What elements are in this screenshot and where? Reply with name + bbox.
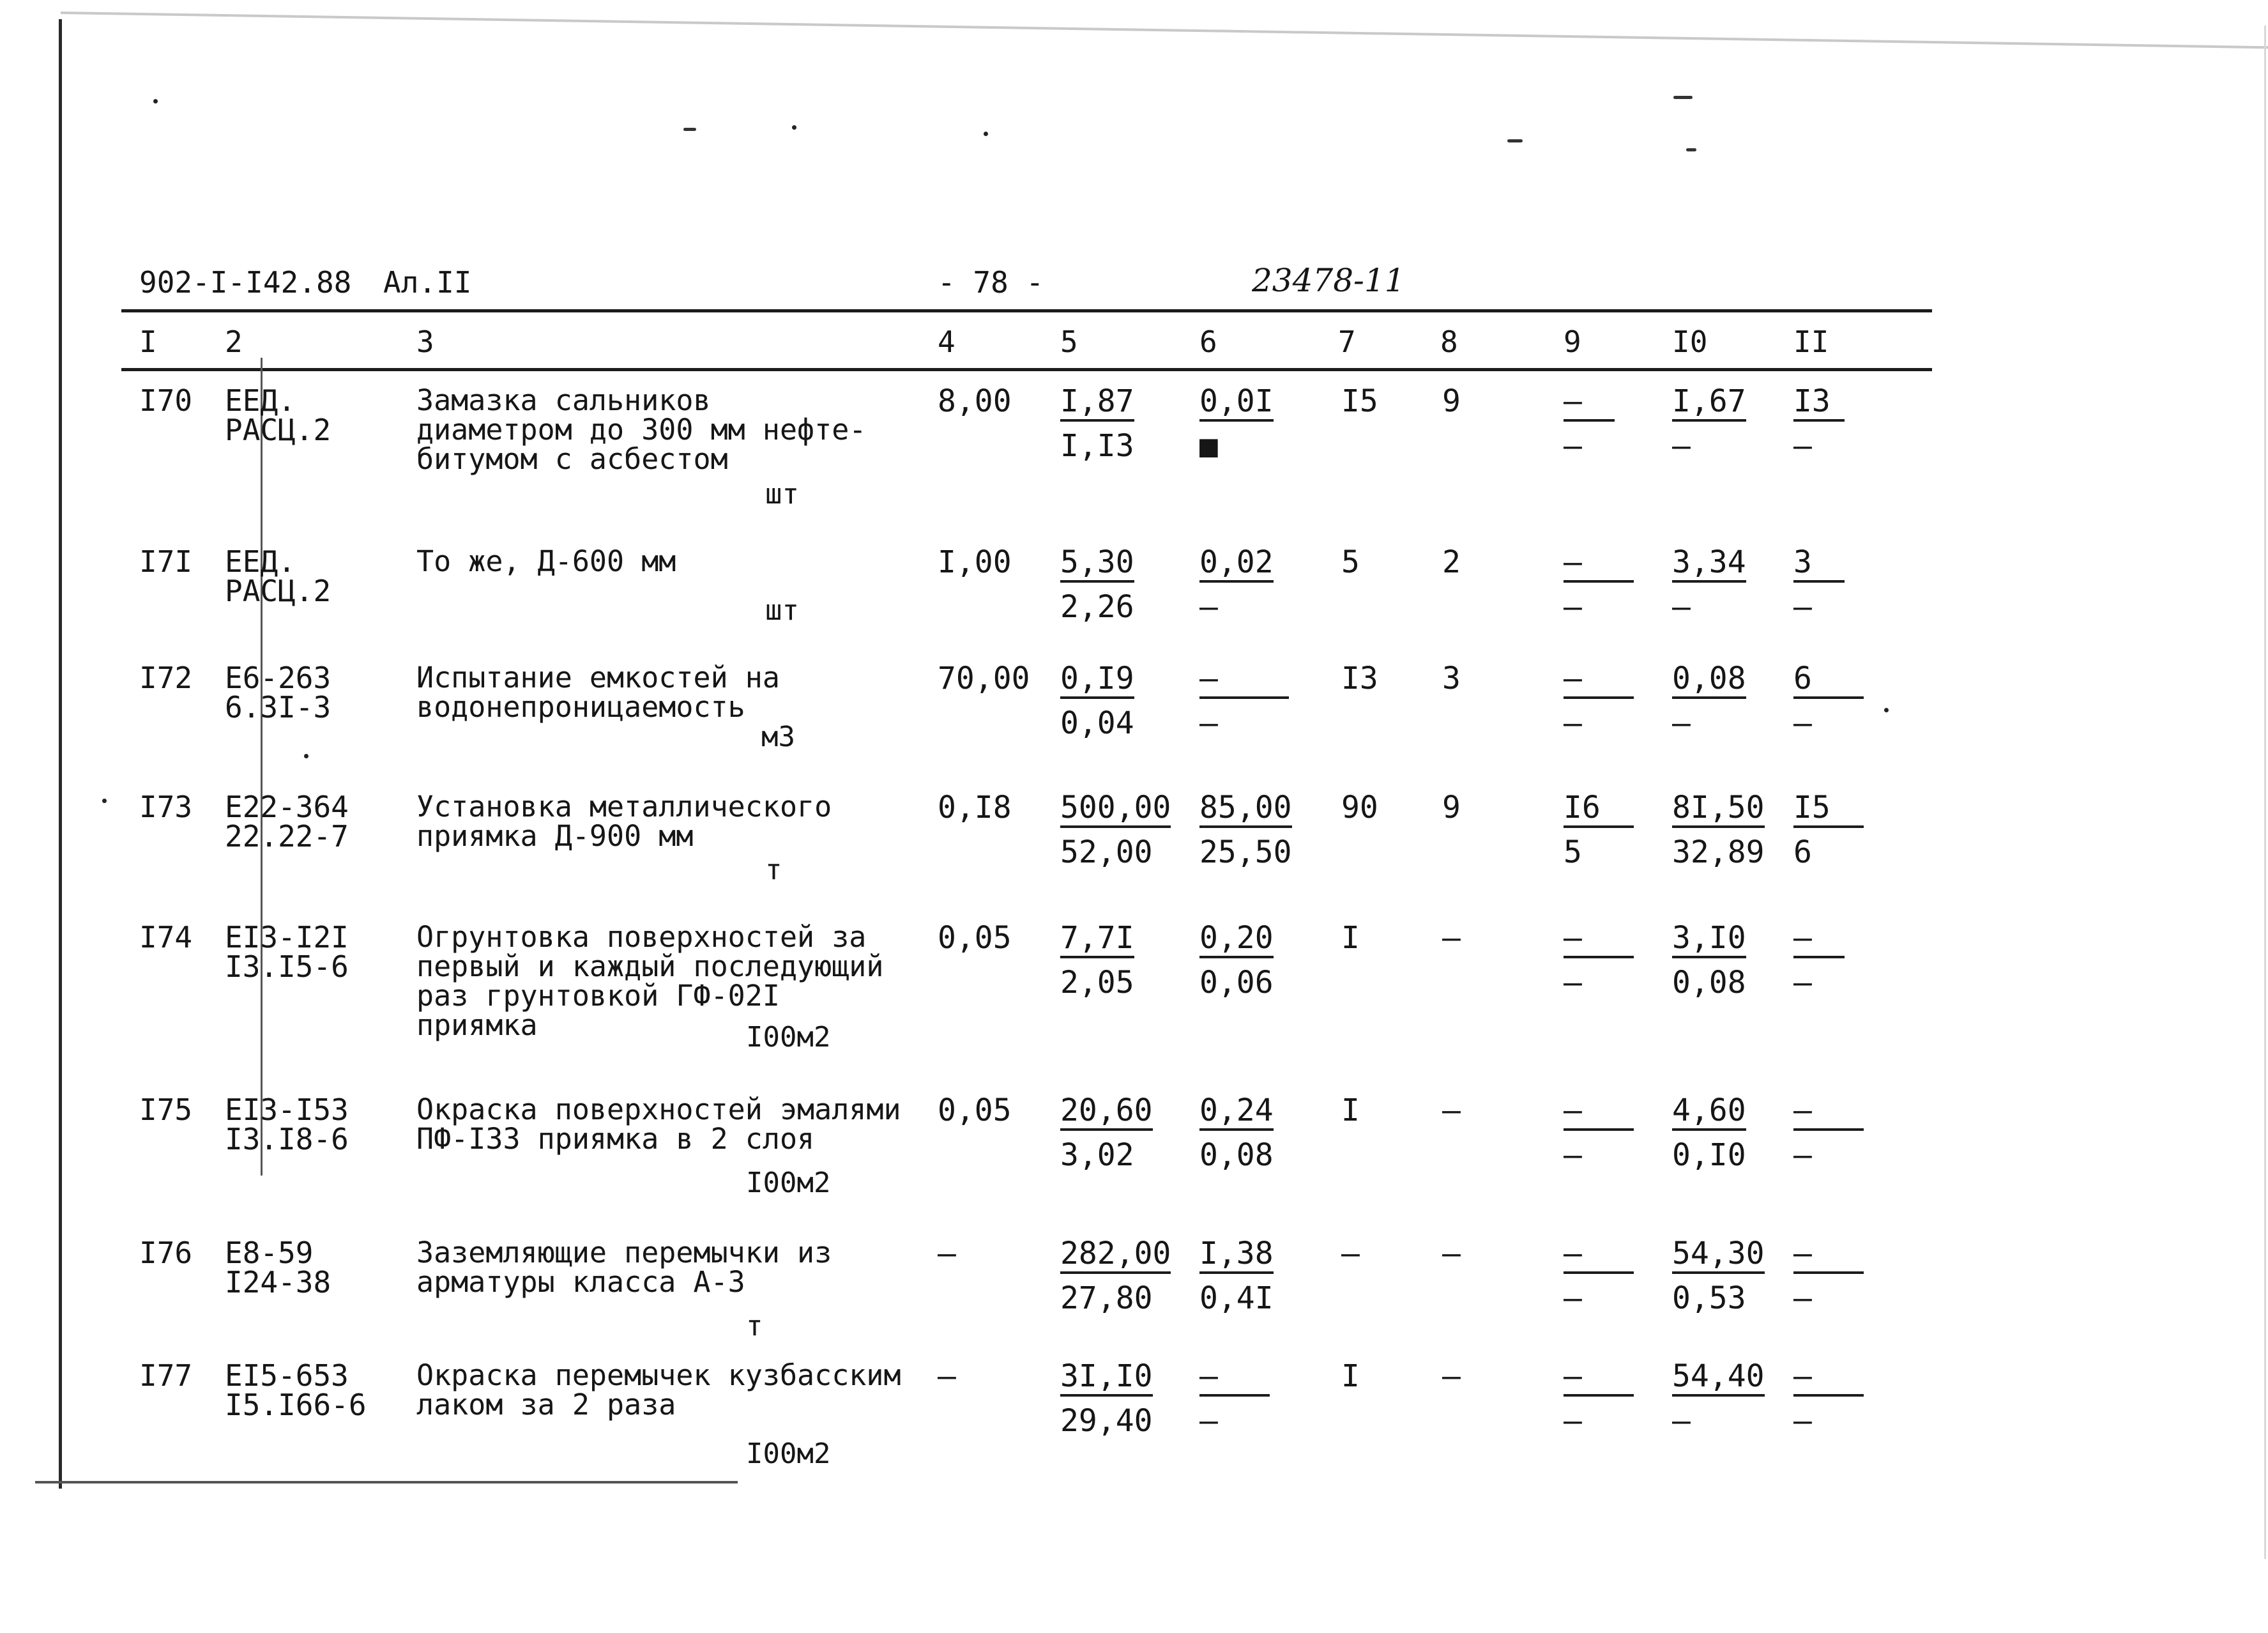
- machine-cost: [1199, 920, 1274, 1000]
- work-description: Окраска перемычек кузбасским лаком за 2 раза: [416, 1358, 901, 1422]
- scan-edge-bottom: [35, 1481, 738, 1483]
- column-11-top: I5: [1793, 792, 1864, 828]
- rate-code: ЕЕД.: [225, 544, 296, 579]
- column-10-top: 4,60: [1672, 1095, 1746, 1131]
- column-10-top: 3,34: [1672, 547, 1746, 583]
- rate-code: ЕI3-I2I: [225, 920, 349, 954]
- column-11-value: [1793, 920, 1845, 1000]
- scan-edge-left: [59, 19, 62, 1489]
- unit-of-measure: т: [746, 1310, 763, 1342]
- column-8-value: 9: [1442, 790, 1461, 825]
- column-9-value: [1564, 1092, 1634, 1173]
- column-9-bottom: –: [1564, 428, 1582, 464]
- rate-code: Е22-364: [225, 790, 349, 824]
- machine-cost-wages: 0,06: [1199, 965, 1274, 1000]
- unit-cost-total: 20,60: [1060, 1095, 1153, 1131]
- column-divider-mark: [261, 358, 263, 1176]
- rate-reference: I3.I8-6: [225, 1122, 349, 1156]
- quantity: 0,05: [938, 920, 1012, 956]
- machine-cost: [1199, 1092, 1274, 1173]
- rate-code: ЕЕД.: [225, 383, 296, 418]
- scan-edge-top: [61, 12, 2268, 49]
- scan-speck: [1507, 139, 1523, 142]
- column-7-value: I: [1341, 1092, 1360, 1128]
- unit-cost-wages: 3,02: [1060, 1137, 1134, 1173]
- column-11-value: [1793, 383, 1845, 464]
- column-10-bottom: 0,I0: [1672, 1137, 1746, 1173]
- quantity: 0,I8: [938, 790, 1012, 825]
- unit-of-measure: шт: [765, 478, 799, 510]
- column-8-value: 3: [1442, 661, 1461, 696]
- column-10-top: 54,30: [1672, 1238, 1765, 1274]
- column-11-value: [1793, 663, 1864, 739]
- rate-code: Е8-59: [225, 1236, 314, 1270]
- column-11-bottom: –: [1793, 1403, 1812, 1439]
- unit-cost: [1060, 1358, 1153, 1439]
- unit-cost-total: I,87: [1060, 386, 1134, 422]
- column-10-top: 3,I0: [1672, 923, 1746, 958]
- column-9-value: [1564, 920, 1634, 1000]
- scan-speck: [1686, 148, 1696, 151]
- column-10-bottom: 32,89: [1672, 834, 1765, 870]
- scan-speck: [984, 132, 988, 136]
- column-10-top: 0,08: [1672, 663, 1746, 699]
- column-10-bottom: 0,08: [1672, 965, 1746, 1000]
- machine-cost-total: I,38: [1199, 1238, 1274, 1274]
- column-11-top: –: [1793, 1361, 1864, 1397]
- column-9-bottom: –: [1564, 589, 1582, 625]
- unit-cost: [1060, 663, 1134, 739]
- column-8-value: –: [1442, 1358, 1461, 1394]
- doc-code: 902-I-I42.88: [139, 265, 352, 300]
- row-number: I72: [139, 661, 193, 695]
- work-description: Испытание емкостей на водонепроницаемость: [416, 661, 780, 724]
- unit-cost: [1060, 920, 1134, 1000]
- column-11-top: 3: [1793, 547, 1845, 583]
- column-10-bottom: 0,53: [1672, 1280, 1746, 1316]
- quantity: I,00: [938, 544, 1012, 580]
- column-header: 5: [1060, 325, 1078, 359]
- machine-cost-total: –: [1199, 663, 1289, 699]
- column-8-value: –: [1442, 1236, 1461, 1271]
- column-10-value: [1672, 544, 1746, 625]
- unit-cost-total: 0,I9: [1060, 663, 1134, 699]
- quantity: 70,00: [938, 661, 1030, 696]
- unit-of-measure: шт: [765, 594, 799, 627]
- row-number: I76: [139, 1236, 193, 1270]
- machine-cost: [1199, 663, 1289, 739]
- column-10-value: [1672, 920, 1746, 1000]
- machine-cost-total: 0,02: [1199, 547, 1274, 583]
- rate-reference: 22.22-7: [225, 819, 349, 854]
- column-9-top: –: [1564, 1238, 1634, 1274]
- column-11-bottom: –: [1793, 705, 1812, 741]
- column-header: 2: [225, 325, 243, 359]
- column-9-value: [1564, 1238, 1634, 1314]
- column-7-value: I5: [1341, 383, 1378, 419]
- column-9-value: [1564, 1358, 1634, 1439]
- scan-speck: [153, 99, 158, 103]
- column-10-value: [1672, 383, 1746, 464]
- row-number: I73: [139, 790, 193, 824]
- quantity: 8,00: [938, 383, 1012, 419]
- column-7-value: 90: [1341, 790, 1378, 825]
- column-10-value: [1672, 1358, 1765, 1439]
- column-11-bottom: 6: [1793, 834, 1812, 870]
- machine-cost: [1199, 1358, 1270, 1439]
- unit-cost-total: 7,7I: [1060, 923, 1134, 958]
- column-8-value: 9: [1442, 383, 1461, 419]
- unit-cost: [1060, 383, 1134, 464]
- column-11-value: [1793, 1092, 1864, 1173]
- unit-cost-wages: 2,05: [1060, 965, 1134, 1000]
- unit-of-measure: м3: [761, 721, 795, 753]
- unit-of-measure: т: [765, 854, 782, 886]
- column-10-top: 54,40: [1672, 1361, 1765, 1397]
- column-10-bottom: –: [1672, 1403, 1691, 1439]
- row-number: I75: [139, 1092, 193, 1127]
- work-description: Огрунтовка поверхностей за первый и каждый последующий раз грунтовкой ГФ-02I приямка: [416, 920, 884, 1042]
- column-9-top: –: [1564, 1361, 1634, 1397]
- work-description: То же, Д-600 мм: [416, 544, 676, 578]
- rate-reference: I24-38: [225, 1265, 331, 1300]
- column-9-value: [1564, 663, 1634, 739]
- column-9-bottom: –: [1564, 1137, 1582, 1173]
- column-11-bottom: –: [1793, 1137, 1812, 1173]
- column-header: I0: [1672, 325, 1708, 359]
- rate-reference: 6.3I-3: [225, 690, 331, 724]
- scan-speck: [683, 128, 696, 131]
- album-label: Ал.II: [383, 265, 472, 300]
- rate-code: Е6-263: [225, 661, 331, 695]
- column-9-value: [1564, 383, 1615, 464]
- quantity: –: [938, 1358, 956, 1394]
- column-10-value: [1672, 1092, 1746, 1173]
- unit-cost-wages: 0,04: [1060, 705, 1134, 741]
- machine-cost: [1199, 792, 1292, 868]
- work-description: Замазка сальников диаметром до 300 мм нефте- битумом с асбестом: [416, 383, 867, 476]
- unit-cost: [1060, 544, 1134, 625]
- column-7-value: 5: [1341, 544, 1360, 580]
- column-9-value: [1564, 792, 1634, 868]
- column-7-value: I: [1341, 1358, 1360, 1394]
- rate-reference: I5.I66-6: [225, 1388, 367, 1422]
- column-10-bottom: –: [1672, 428, 1691, 464]
- column-8-value: –: [1442, 920, 1461, 956]
- column-11-value: [1793, 1238, 1864, 1314]
- machine-cost-total: 85,00: [1199, 792, 1292, 828]
- unit-of-measure: I00м2: [746, 1021, 831, 1054]
- rate-code: ЕI3-I53: [225, 1092, 349, 1127]
- column-11-value: [1793, 792, 1864, 868]
- table-top-rule: [121, 309, 1932, 312]
- column-9-bottom: –: [1564, 705, 1582, 741]
- column-11-top: 6: [1793, 663, 1864, 699]
- column-10-bottom: –: [1672, 589, 1691, 625]
- machine-cost: [1199, 383, 1274, 464]
- column-9-value: [1564, 544, 1634, 625]
- column-header: I: [139, 325, 157, 359]
- work-description: Заземляющие перемычки из арматуры класса А-3: [416, 1236, 832, 1299]
- column-9-bottom: –: [1564, 1403, 1582, 1439]
- work-description: Установка металлического приямка Д-900 мм: [416, 790, 832, 853]
- column-header: 9: [1564, 325, 1581, 359]
- column-9-top: –: [1564, 663, 1634, 699]
- column-7-value: I: [1341, 920, 1360, 956]
- column-11-bottom: –: [1793, 1280, 1812, 1316]
- unit-cost-wages: 27,80: [1060, 1280, 1153, 1316]
- column-11-bottom: –: [1793, 965, 1812, 1000]
- column-header: 8: [1440, 325, 1458, 359]
- unit-cost-wages: 52,00: [1060, 834, 1153, 870]
- machine-cost: [1199, 544, 1274, 625]
- column-10-top: 8I,50: [1672, 792, 1765, 828]
- column-11-top: –: [1793, 1238, 1864, 1274]
- unit-of-measure: I00м2: [746, 1167, 831, 1199]
- row-number: I74: [139, 920, 193, 954]
- column-11-top: I3: [1793, 386, 1845, 422]
- column-9-bottom: –: [1564, 1280, 1582, 1316]
- machine-cost-wages: –: [1199, 705, 1218, 741]
- column-9-top: –: [1564, 1095, 1634, 1131]
- unit-cost-wages: I,I3: [1060, 428, 1134, 464]
- column-10-bottom: –: [1672, 705, 1691, 741]
- row-number: I7I: [139, 544, 193, 579]
- machine-cost: [1199, 1238, 1274, 1314]
- column-11-bottom: –: [1793, 589, 1812, 625]
- column-11-bottom: –: [1793, 428, 1812, 464]
- machine-cost-total: 0,20: [1199, 923, 1274, 958]
- column-header: 7: [1338, 325, 1356, 359]
- column-10-top: I,67: [1672, 386, 1746, 422]
- column-11-value: [1793, 1358, 1864, 1439]
- work-description: Окраска поверхностей эмалями ПФ-I33 приямка в 2 слоя: [416, 1092, 901, 1156]
- rate-reference: РАСЦ.2: [225, 574, 331, 608]
- quantity: –: [938, 1236, 956, 1271]
- scan-speck: [304, 754, 308, 758]
- column-9-top: –: [1564, 386, 1615, 422]
- machine-cost-wages: 25,50: [1199, 834, 1292, 870]
- column-11-top: –: [1793, 923, 1845, 958]
- machine-cost-wages: ■: [1199, 428, 1218, 464]
- column-9-bottom: 5: [1564, 834, 1582, 870]
- machine-cost-wages: 0,08: [1199, 1137, 1274, 1173]
- unit-cost-total: 282,00: [1060, 1238, 1171, 1274]
- machine-cost-wages: –: [1199, 589, 1218, 625]
- column-9-bottom: –: [1564, 965, 1582, 1000]
- column-8-value: –: [1442, 1092, 1461, 1128]
- unit-of-measure: I00м2: [746, 1438, 831, 1470]
- column-10-value: [1672, 792, 1765, 868]
- unit-cost-total: 3I,I0: [1060, 1361, 1153, 1397]
- table-header-rule: [121, 368, 1932, 371]
- scan-speck: [1673, 96, 1693, 99]
- scan-speck: [1884, 708, 1889, 712]
- unit-cost-wages: 2,26: [1060, 589, 1134, 625]
- quantity: 0,05: [938, 1092, 1012, 1128]
- row-number: I70: [139, 383, 193, 418]
- column-10-value: [1672, 663, 1746, 739]
- unit-cost: [1060, 1092, 1153, 1173]
- machine-cost-wages: 0,4I: [1199, 1280, 1274, 1316]
- scan-speck: [102, 799, 107, 803]
- column-header: 6: [1199, 325, 1217, 359]
- column-header: 4: [938, 325, 955, 359]
- unit-cost: [1060, 792, 1171, 868]
- column-8-value: 2: [1442, 544, 1461, 580]
- row-number: I77: [139, 1358, 193, 1393]
- column-9-top: –: [1564, 547, 1634, 583]
- scan-speck: [792, 125, 796, 130]
- machine-cost-total: 0,24: [1199, 1095, 1274, 1131]
- unit-cost: [1060, 1238, 1171, 1314]
- column-10-value: [1672, 1238, 1765, 1314]
- machine-cost-wages: –: [1199, 1403, 1218, 1439]
- rate-code: ЕI5-653: [225, 1358, 349, 1393]
- column-header: II: [1793, 325, 1829, 359]
- unit-cost-total: 500,00: [1060, 792, 1171, 828]
- column-9-top: –: [1564, 923, 1634, 958]
- column-header: 3: [416, 325, 434, 359]
- rate-reference: РАСЦ.2: [225, 413, 331, 447]
- machine-cost-total: –: [1199, 1361, 1270, 1397]
- column-7-value: I3: [1341, 661, 1378, 696]
- machine-cost-total: 0,0I: [1199, 386, 1274, 422]
- column-11-top: –: [1793, 1095, 1864, 1131]
- page-number: - 78 -: [938, 265, 1044, 300]
- unit-cost-total: 5,30: [1060, 547, 1134, 583]
- column-9-top: I6: [1564, 792, 1634, 828]
- scan-edge-right: [2264, 26, 2266, 1559]
- column-7-value: –: [1341, 1236, 1360, 1271]
- registration-stamp: 23478-11: [1252, 262, 1405, 299]
- column-11-value: [1793, 544, 1845, 625]
- rate-reference: I3.I5-6: [225, 949, 349, 984]
- unit-cost-wages: 29,40: [1060, 1403, 1153, 1439]
